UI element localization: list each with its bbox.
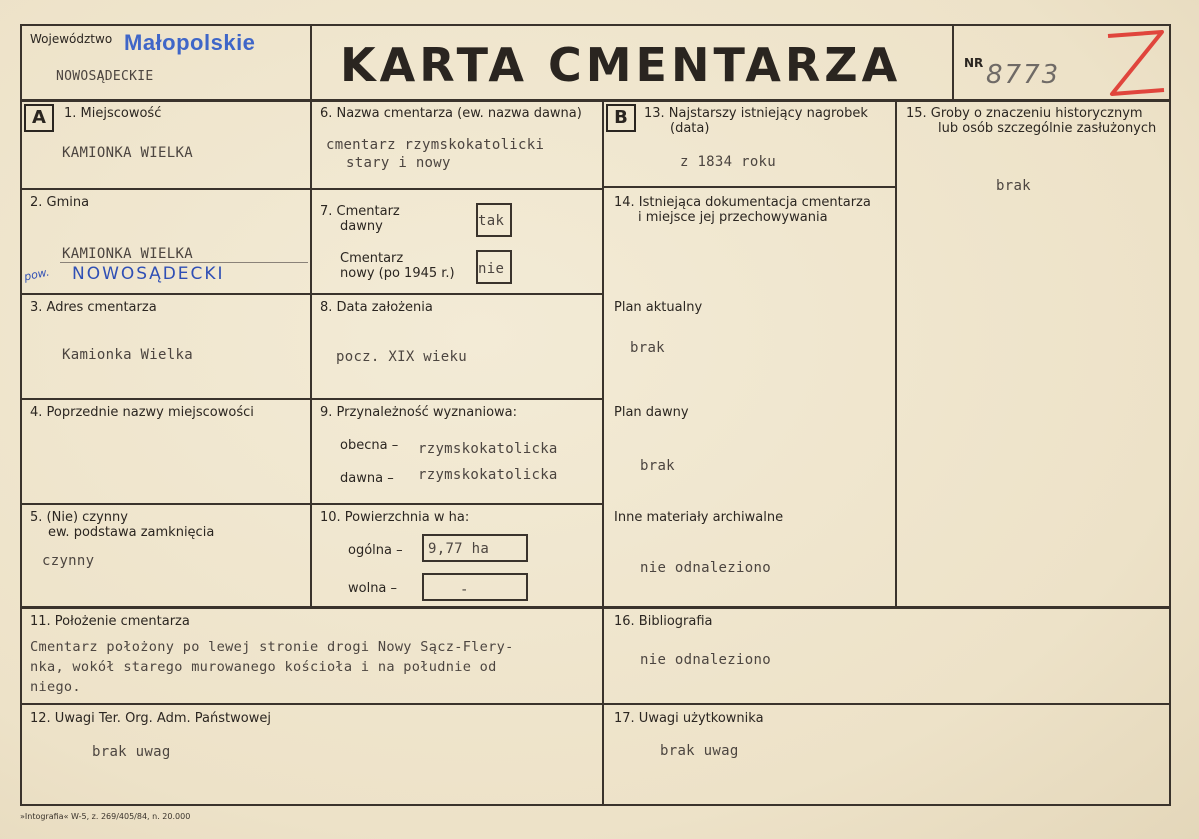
f13-label-line2: (data): [670, 121, 710, 136]
col-divider-3: [895, 100, 897, 608]
f1-value: KAMIONKA WIELKA: [62, 145, 193, 161]
f9-obecna-value: rzymskokatolicka: [418, 441, 558, 457]
f15-label-line2: lub osób szczególnie zasłużonych: [938, 121, 1157, 136]
red-z-mark-icon: [1104, 30, 1166, 98]
inne-value: nie odnaleziono: [640, 560, 771, 576]
frame-right: [1169, 24, 1171, 806]
f8-value: pocz. XIX wieku: [336, 349, 467, 365]
f10-ogolna-value: 9,77 ha: [428, 541, 490, 557]
header-divider-1: [310, 24, 312, 100]
f15-value: brak: [996, 178, 1031, 194]
f7-label: 7. Cmentarz: [320, 204, 400, 219]
row-rule-bottom: [20, 703, 1171, 705]
f2-value: KAMIONKA WIELKA: [62, 246, 193, 262]
f13-value: z 1834 roku: [680, 154, 777, 170]
f7-dawny-value: tak: [478, 213, 505, 229]
col-divider-1: [310, 100, 312, 608]
row-rule-a1: [20, 188, 604, 190]
f5-label-line2: ew. podstawa zamknięcia: [48, 525, 215, 540]
f11-line3: niego.: [30, 679, 81, 695]
frame-left: [20, 24, 22, 806]
f7-nowy-label-line2: nowy (po 1945 r.): [340, 266, 455, 281]
red-mark-box: [1104, 30, 1166, 98]
plan-dawny-value: brak: [640, 458, 675, 474]
plan-aktualny-label: Plan aktualny: [614, 300, 703, 315]
nr-label: NR: [964, 56, 984, 70]
f9-label: 9. Przynależność wyznaniowa:: [320, 405, 518, 420]
f3-value: Kamionka Wielka: [62, 347, 193, 363]
f8-label: 8. Data założenia: [320, 300, 433, 315]
row-rule-main-bottom: [20, 606, 1171, 609]
header-bottom-rule: [20, 99, 1171, 102]
f10-label: 10. Powierzchnia w ha:: [320, 510, 470, 525]
nr-value: 8773: [986, 60, 1061, 90]
row-rule-a4: [20, 503, 604, 505]
f2-label: 2. Gmina: [30, 195, 90, 210]
f12-label: 12. Uwagi Ter. Org. Adm. Państwowej: [30, 711, 271, 726]
f9-obecna-label: obecna –: [340, 438, 399, 453]
col-divider-2: [602, 100, 604, 806]
f17-value: brak uwag: [660, 743, 739, 759]
f10-wolna-label: wolna –: [348, 581, 398, 596]
f12-value: brak uwag: [92, 744, 171, 760]
f6-label: 6. Nazwa cmentarza (ew. nazwa dawna): [320, 106, 582, 121]
row-rule-a3: [20, 398, 604, 400]
f10-wolna-value: -: [460, 582, 469, 598]
plan-aktualny-value: brak: [630, 340, 665, 356]
f9-dawna-label: dawna –: [340, 471, 394, 486]
f6-value-line2: stary i nowy: [346, 155, 451, 171]
f15-label-line1: 15. Groby o znaczeniu historycznym: [906, 106, 1143, 121]
f17-label: 17. Uwagi użytkownika: [614, 711, 764, 726]
header-divider-2: [952, 24, 954, 100]
row-rule-a2: [20, 293, 604, 295]
print-footer: »Intografia« W-5, z. 269/405/84, n. 20.000: [20, 812, 191, 821]
f2-underline: [60, 262, 308, 263]
f4-label: 4. Poprzednie nazwy miejscowości: [30, 405, 254, 420]
frame-top: [20, 24, 1171, 26]
plan-dawny-label: Plan dawny: [614, 405, 689, 420]
f1-label: 1. Miejscowość: [64, 106, 162, 121]
f16-value: nie odnaleziono: [640, 652, 771, 668]
f7-nowy-label-line1: Cmentarz: [340, 251, 404, 266]
f5-value: czynny: [42, 553, 95, 569]
f13-label-line1: 13. Najstarszy istniejący nagrobek: [644, 106, 868, 121]
f14-label-line2: i miejsce jej przechowywania: [638, 210, 828, 225]
f3-label: 3. Adres cmentarza: [30, 300, 157, 315]
row-rule-b1: [602, 186, 897, 188]
section-b-box: B: [606, 104, 636, 132]
section-a-box: A: [24, 104, 54, 132]
f16-label: 16. Bibliografia: [614, 614, 713, 629]
f10-ogolna-label: ogólna –: [348, 543, 403, 558]
wojewodztwo-old-value: NOWOSĄDECKIE: [56, 69, 154, 84]
f14-label-line1: 14. Istniejąca dokumentacja cmentarza: [614, 195, 871, 210]
f11-line2: nka, wokół starego murowanego kościoła i na południe od: [30, 659, 497, 675]
f10-wolna-box: [422, 573, 528, 601]
f6-value-line1: cmentarz rzymskokatolicki: [326, 137, 545, 153]
f2-hand-value: NOWOSĄDECKI: [72, 264, 225, 284]
f5-label-line1: 5. (Nie) czynny: [30, 510, 128, 525]
f11-line1: Cmentarz położony po lewej stronie drogi Nowy Sącz-Flery-: [30, 639, 514, 655]
card-title: KARTA CMENTARZA: [340, 38, 902, 92]
f2-hand-prefix: pow.: [22, 265, 51, 284]
wojewodztwo-stamp: Małopolskie: [124, 30, 256, 55]
f7-nowy-value: nie: [478, 261, 505, 277]
f9-dawna-value: rzymskokatolicka: [418, 467, 558, 483]
frame-bottom: [20, 804, 1171, 806]
inne-label: Inne materiały archiwalne: [614, 510, 784, 525]
f11-label: 11. Położenie cmentarza: [30, 614, 190, 629]
f7-dawny-label: dawny: [340, 219, 383, 234]
wojewodztwo-label: Województwo: [30, 32, 113, 46]
